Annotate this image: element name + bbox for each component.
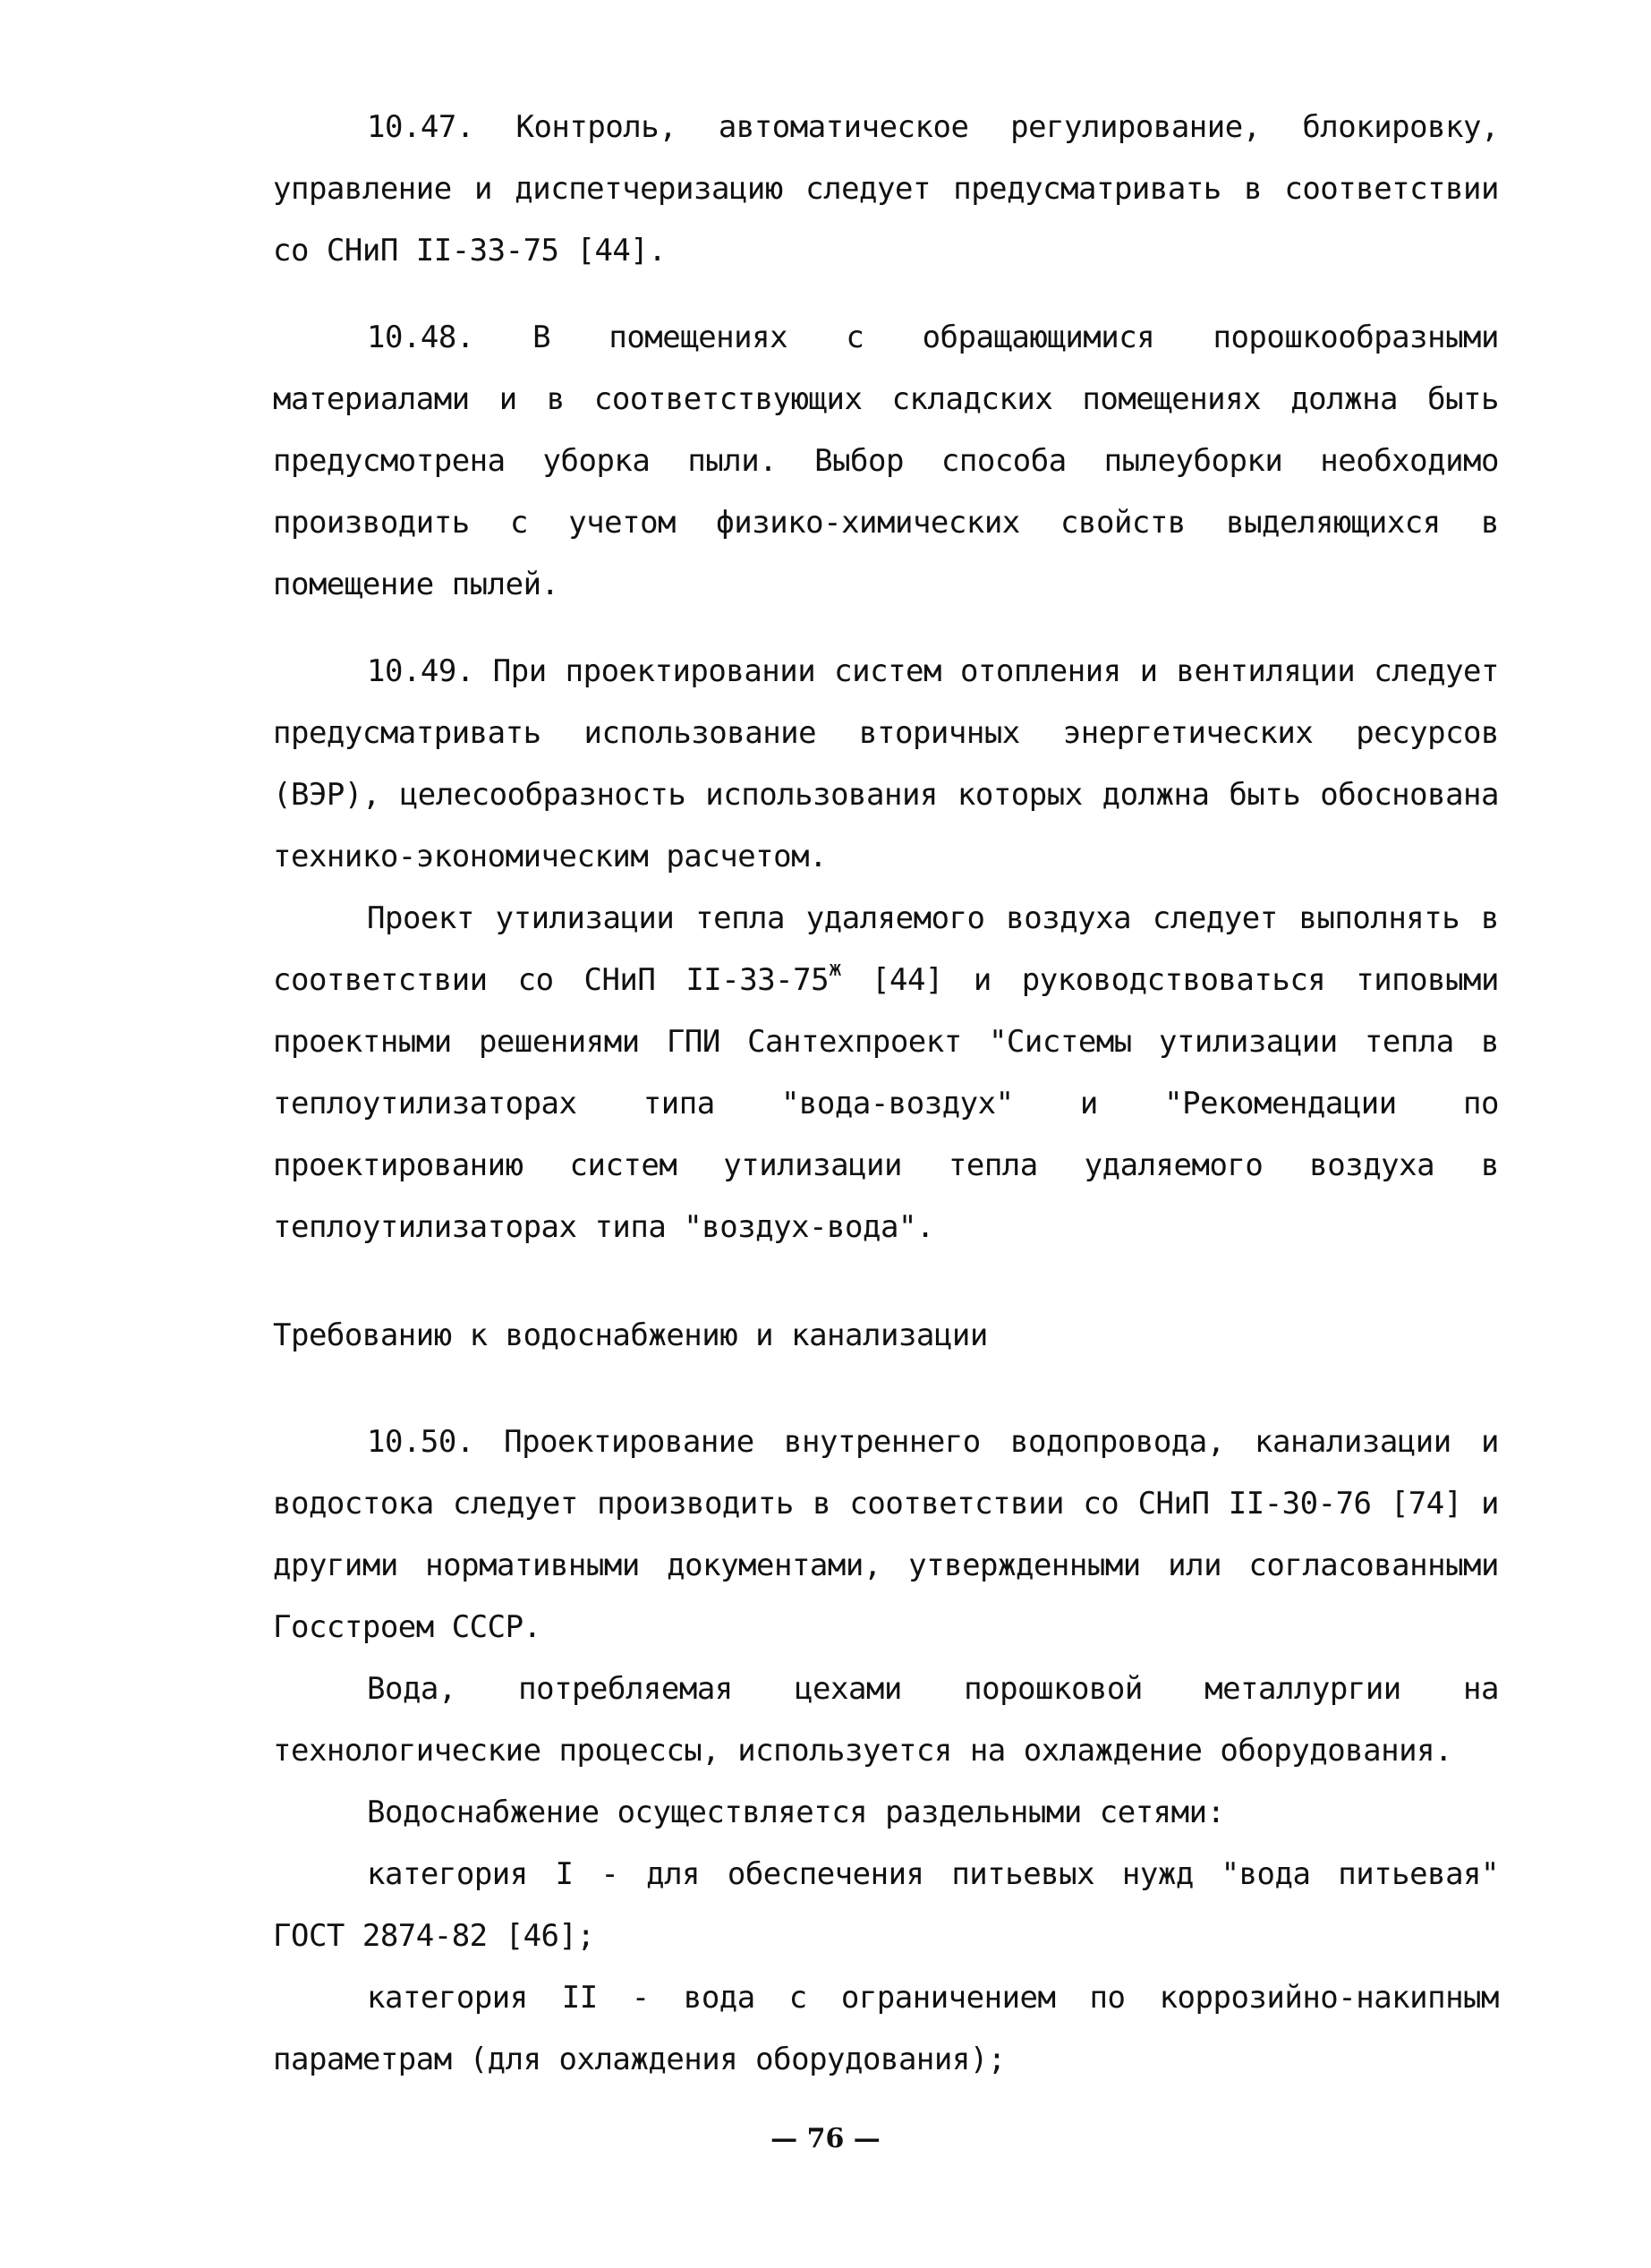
paragraph-heat-recovery-text: Проект утилизации тепла удаляемого воздуха следует выполнять в соответствии со СНиП II-33-75 <box>273 900 1499 998</box>
paragraph-category-1: категория I - для обеспечения питьевых нужд "вода питьевая" ГОСТ 2874-82 [46]; <box>273 1856 1499 1954</box>
paragraph-water-networks: Водоснабжение осуществляется раздельными сетями: <box>367 1795 1225 1830</box>
footnote-mark: ж <box>829 956 842 981</box>
section-heading: Требованию к водоснабжению и канализации <box>273 1317 988 1353</box>
paragraph-heat-recovery-text-cont: [44] и руководствоваться типовыми проектными решениями ГПИ Сантехпроект "Системы утилизации тепла в теплоутилизаторах типа "вода-воздух" и "Рекомендации по проектированию систем утилизации тепла удаляемого воздуха в теплоутилизаторах типа "воздух-вода". <box>273 962 1499 1245</box>
paragraph-category-2: категория II - вода с ограничением по коррозийно-накипным параметрам (для охлаждения оборудования); <box>273 1980 1499 2077</box>
paragraph-water-use: Вода, потребляемая цехами порошковой металлургии на технологические процессы, используется на охлаждение оборудования. <box>273 1671 1499 1769</box>
paragraph-10-48: 10.48. В помещениях с обращающимися порошкообразными материалами и в соответствующих складских помещениях должна быть предусмотрена уборка пыли. Выбор способа пылеуборки необходимо производить с учетом физико-химических свойств выделяющихся в помещение пылей. <box>273 320 1499 602</box>
paragraph-10-50: 10.50. Проектирование внутреннего водопровода, канализации и водостока следует производить в соответствии со СНиП II-30-76 [74] и другими нормативными документами, утвержденными или согласованными Госстроем СССР. <box>273 1424 1499 1645</box>
paragraph-heat-recovery <box>273 888 1499 1258</box>
page-number: — 76 — <box>770 2123 881 2154</box>
document-body <box>273 97 1499 2091</box>
paragraph-10-49: 10.49. При проектировании систем отопления и вентиляции следует предусматривать использование вторичных энергетических ресурсов (ВЭР), целесообразность использования которых должна быть обоснована технико-экономическим расчетом. <box>273 653 1499 874</box>
paragraph-10-47: 10.47. Контроль, автоматическое регулирование, блокировку, управление и диспетчеризацию следует предусматривать в соответствии со СНиП II-33-75 [44]. <box>273 109 1499 269</box>
